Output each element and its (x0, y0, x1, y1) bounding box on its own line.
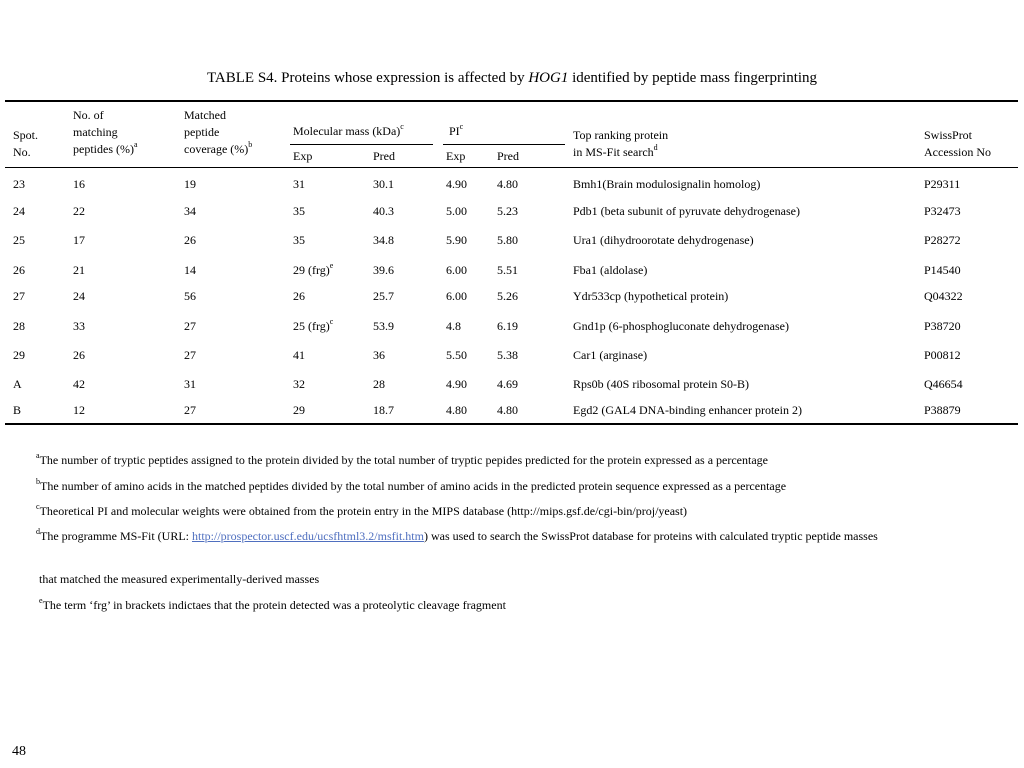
cell-pi-pred: 5.23 (497, 204, 518, 218)
cell-coverage: 31 (184, 377, 196, 391)
cell-mass-pred: 25.7 (373, 289, 394, 303)
cell-pi-pred: 5.51 (497, 263, 518, 277)
cell-mass-pred: 39.6 (373, 263, 394, 277)
cell-pi-pred: 5.26 (497, 289, 518, 303)
cell-protein: Egd2 (GAL4 DNA-binding enhancer protein 2) (573, 403, 802, 417)
cell-mass-exp: 29 (frg)$^e$ (293, 261, 334, 277)
cell-mass-pred: 28 (373, 377, 385, 391)
cell-accession: P29311 (924, 177, 961, 191)
footnote-b: $^b$The number of amino acids in the matched peptides divided by the total number of amino acids in the predicted protein sequence expressed as a percentage (36, 477, 787, 493)
cell-pi-exp: 4.80 (446, 403, 467, 417)
cell-pi-pred: 4.80 (497, 177, 518, 191)
cell-protein: Fba1 (aldolase) (573, 263, 648, 277)
footnote-d-continued: that matched the measured experimentally-derived masses (39, 572, 320, 586)
cell-matching: 33 (73, 319, 85, 333)
cell-mass-exp: 25 (frg)$^c$ (293, 317, 334, 333)
cell-matching: 42 (73, 377, 85, 391)
cell-pi-exp: 6.00 (446, 263, 467, 277)
header-spot: Spot. No. (13, 128, 39, 159)
page-number: 48 (12, 744, 26, 759)
cell-pi-exp: 5.90 (446, 233, 467, 247)
cell-accession: Q46654 (924, 377, 963, 391)
cell-matching: 12 (73, 403, 85, 417)
cell-protein: Ura1 (dihydroorotate dehydrogenase) (573, 233, 754, 247)
cell-accession: P32473 (924, 204, 961, 218)
cell-mass-pred: 36 (373, 348, 385, 362)
cell-protein: Gnd1p (6-phosphogluconate dehydrogenase) (573, 319, 789, 333)
cell-spot: 27 (13, 289, 25, 303)
cell-mass-pred: 53.9 (373, 319, 394, 333)
cell-pi-exp: 5.00 (446, 204, 467, 218)
cell-coverage: 19 (184, 177, 196, 191)
cell-accession: P28272 (924, 233, 961, 247)
title-text-end: identified by peptide mass fingerprinting (568, 70, 818, 86)
cell-accession: Q04322 (924, 289, 963, 303)
cell-spot: 26 (13, 263, 25, 277)
header-pi: $PI^c$ (449, 122, 464, 138)
cell-mass-pred: 34.8 (373, 233, 394, 247)
cell-matching: 21 (73, 263, 85, 277)
cell-accession: P38879 (924, 403, 961, 417)
cell-pi-exp: 4.8 (446, 319, 461, 333)
cell-mass-exp: 41 (293, 348, 305, 362)
header-molecular-mass: Molecular mass (kDa)$^c$ (293, 122, 404, 138)
cell-matching: 26 (73, 348, 85, 362)
cell-protein: Car1 (arginase) (573, 348, 648, 362)
cell-matching: 22 (73, 204, 85, 218)
cell-accession: P00812 (924, 348, 961, 362)
table-bottom-rule (5, 423, 1018, 425)
footnote-c: $^c$Theoretical PI and molecular weights were obtained from the protein entry in the MIPS database (http://mips.gsf.de/cgi-bin/proj/yeast) (36, 502, 688, 518)
cell-coverage: 56 (184, 289, 196, 303)
cell-matching: 24 (73, 289, 85, 303)
cell-mass-pred: 18.7 (373, 403, 394, 417)
cell-protein: Pdb1 (beta subunit of pyruvate dehydrogenase) (573, 204, 800, 218)
cell-pi-pred: 4.80 (497, 403, 518, 417)
cell-coverage: 26 (184, 233, 196, 247)
cell-accession: P14540 (924, 263, 961, 277)
cell-spot: B (13, 403, 22, 417)
cell-spot: A (13, 377, 22, 391)
title-text: TABLE S4. Proteins whose expression is affected by (206, 70, 529, 86)
cell-spot: 28 (13, 319, 25, 333)
cell-coverage: 27 (184, 348, 196, 362)
cell-mass-pred: 40.3 (373, 204, 394, 218)
msfit-link[interactable]: http://prospector.uscf.edu/ucsfhtml3.2/msfit.htm (191, 529, 424, 543)
title-gene: HOG1 (528, 70, 569, 86)
footnote-a: $^a$The number of tryptic peptides assigned to the protein divided by the total number of tryptic pepides predicted for the protein expressed as a percentage (36, 451, 768, 467)
cell-coverage: 14 (184, 263, 196, 277)
cell-pi-pred: 6.19 (497, 319, 518, 333)
header-accession: SwissProt Accession No (924, 128, 991, 159)
pi-subheader-rule (443, 144, 565, 145)
cell-mass-exp: 32 (293, 377, 305, 391)
cell-protein: Bmh1(Brain modulosignalin homolog) (573, 177, 761, 191)
cell-accession: P38720 (924, 319, 961, 333)
cell-mass-pred: 30.1 (373, 177, 394, 191)
footnote-d: $^d$The programme MS-Fit (URL: http://prospector.uscf.edu/ucsfhtml3.2/msfit.htm) was used to search the SwissProt database for proteins with calculated tryptic peptide masses (36, 527, 878, 543)
cell-pi-pred: 4.69 (497, 377, 518, 391)
cell-matching: 16 (73, 177, 85, 191)
cell-pi-exp: 4.90 (446, 377, 467, 391)
cell-matching: 17 (73, 233, 85, 247)
cell-spot: 23 (13, 177, 25, 191)
cell-pi-exp: 6.00 (446, 289, 467, 303)
cell-mass-exp: 29 (293, 403, 305, 417)
cell-coverage: 34 (184, 204, 196, 218)
header-bottom-rule (5, 167, 1018, 168)
header-pi-pred: Pred (497, 149, 519, 163)
table-title (0, 70, 1024, 87)
table-top-rule (5, 100, 1018, 102)
cell-spot: 24 (13, 204, 25, 218)
header-peptide-coverage: Matched peptide coverage (%)$^b$ (184, 108, 253, 156)
cell-pi-exp: 5.50 (446, 348, 467, 362)
header-top-protein: Top ranking protein in MS-Fit search$^d$ (573, 128, 669, 159)
cell-pi-pred: 5.38 (497, 348, 518, 362)
cell-mass-exp: 31 (293, 177, 305, 191)
header-mass-exp: Exp (293, 149, 313, 163)
cell-coverage: 27 (184, 319, 196, 333)
cell-pi-exp: 4.90 (446, 177, 467, 191)
cell-spot: 25 (13, 233, 25, 247)
cell-protein: Rps0b (40S ribosomal protein S0-B) (573, 377, 749, 391)
footnote-e: $^e$The term ‘frg’ in brackets indictaes that the protein detected was a proteolytic cleavage fragment (39, 596, 506, 612)
cell-spot: 29 (13, 348, 25, 362)
cell-mass-exp: 26 (293, 289, 305, 303)
header-matching-peptides: No. of matching peptides (%)$^a$ (73, 108, 138, 156)
cell-mass-exp: 35 (293, 204, 305, 218)
header-pi-exp: Exp (446, 149, 466, 163)
cell-mass-exp: 35 (293, 233, 305, 247)
cell-protein: Ydr533cp (hypothetical protein) (573, 289, 729, 303)
cell-coverage: 27 (184, 403, 196, 417)
cell-pi-pred: 5.80 (497, 233, 518, 247)
header-mass-pred: Pred (373, 149, 395, 163)
mass-subheader-rule (290, 144, 433, 145)
